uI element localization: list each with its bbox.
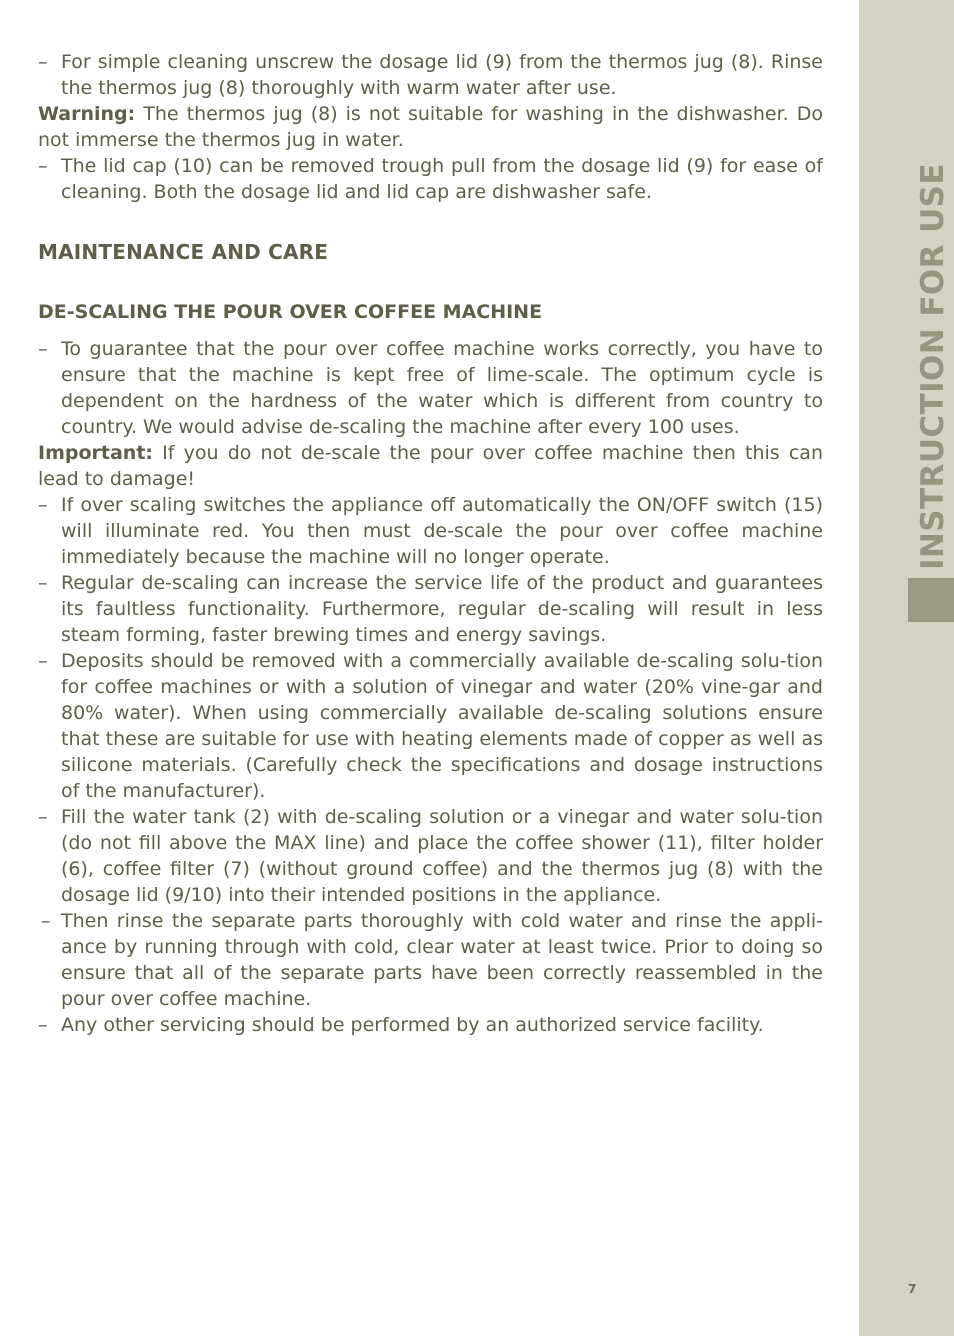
bullet-text: Any other servicing should be performed by an authorized service facility. <box>61 1014 764 1036</box>
bullet-lid-cap <box>38 153 823 205</box>
bullet-text: To guarantee that the pour over coffee machine works correctly, you have to ensure that the machine is kept free of lime-scale. The optimum cycle is dependent on the hardness of the water which is different from country to country. We would advise de-scaling the machine after every 100 uses. <box>61 338 823 438</box>
bullet-text: The lid cap (10) can be removed trough pull from the dosage lid (9) for ease of cleaning. Both the dosage lid and lid cap are dishwasher safe. <box>61 155 823 203</box>
section-subheading: DE-SCALING THE POUR OVER COFFEE MACHINE <box>38 301 543 323</box>
bullet-text: Fill the water tank (2) with de-scaling solution or a vinegar and water solu-tion (do not fill above the MAX line) and place the coffee shower (11), filter holder (6), coffee filter (7) (without ground coffee) and the thermos jug (8) with the dosage lid (9/10) into their intended positions in the appliance. <box>61 806 823 906</box>
bullet-text: Then rinse the separate parts thoroughly with cold water and rinse the appli-ance by running through with cold, clear water at least twice. Prior to doing so ensure that all of the separate parts have been correctly reassembled in the pour over coffee machine. <box>61 910 823 1010</box>
warning-text: The thermos jug (8) is not suitable for washing in the dishwasher. Do not immerse the thermos jug in water. <box>38 103 823 151</box>
important-label: Important: <box>38 442 154 464</box>
important-text: If you do not de-scale the pour over coffee machine then this can lead to damage! <box>38 442 823 490</box>
bullet-dash: – <box>38 572 48 594</box>
bullet-rinse <box>38 908 823 1012</box>
page-number: 7 <box>908 1282 917 1296</box>
bullet-regular-descaling <box>38 570 823 648</box>
bullet-text: Deposits should be removed with a commercially available de-scaling solu-tion for coffee machines or with a solution of vinegar and water (20% vine-gar and 80% water). When using commercially available de-scaling solutions ensure that these are suitable for use with heating elements made of copper as well as silicone materials. (Carefully check the specifications and dosage instructions of the manufacturer). <box>61 650 823 802</box>
bullet-dash: – <box>38 1014 48 1036</box>
bullet-dash: – <box>38 650 48 672</box>
bullet-text: For simple cleaning unscrew the dosage lid (9) from the thermos jug (8). Rinse the thermos jug (8) thoroughly with warm water after use. <box>61 51 823 99</box>
bullet-text: Regular de-scaling can increase the service life of the product and guarantees its faultless functionality. Furthermore, regular de-scaling will result in less steam forming, faster brewing times and energy savings. <box>61 572 823 646</box>
section-heading: MAINTENANCE AND CARE <box>38 240 329 264</box>
warning-label: Warning: <box>38 103 136 125</box>
bullet-dash: – <box>41 910 51 932</box>
page-content <box>38 49 823 1038</box>
bullet-dash: – <box>38 338 48 360</box>
bullet-dash: – <box>38 806 48 828</box>
sidebar-title: INSTRUCTION FOR USE <box>915 163 951 570</box>
bullet-text: If over scaling switches the appliance off automatically the ON/OFF switch (15) will illuminate red. You then must de-scale the pour over coffee machine immediately because the machine will no longer operate. <box>61 494 823 568</box>
bullet-dash: – <box>38 494 48 516</box>
bullet-dash: – <box>38 155 48 177</box>
bullet-servicing <box>38 1012 823 1038</box>
bullet-dash: – <box>38 51 48 73</box>
bullet-deposits <box>38 648 823 804</box>
bullet-over-scaling <box>38 492 823 570</box>
important-paragraph <box>38 440 823 492</box>
sidebar-accent-block <box>908 578 954 622</box>
bullet-simple-cleaning <box>38 49 823 101</box>
bullet-guarantee <box>38 336 823 440</box>
bullet-fill-tank <box>38 804 823 908</box>
warning-paragraph <box>38 101 823 153</box>
